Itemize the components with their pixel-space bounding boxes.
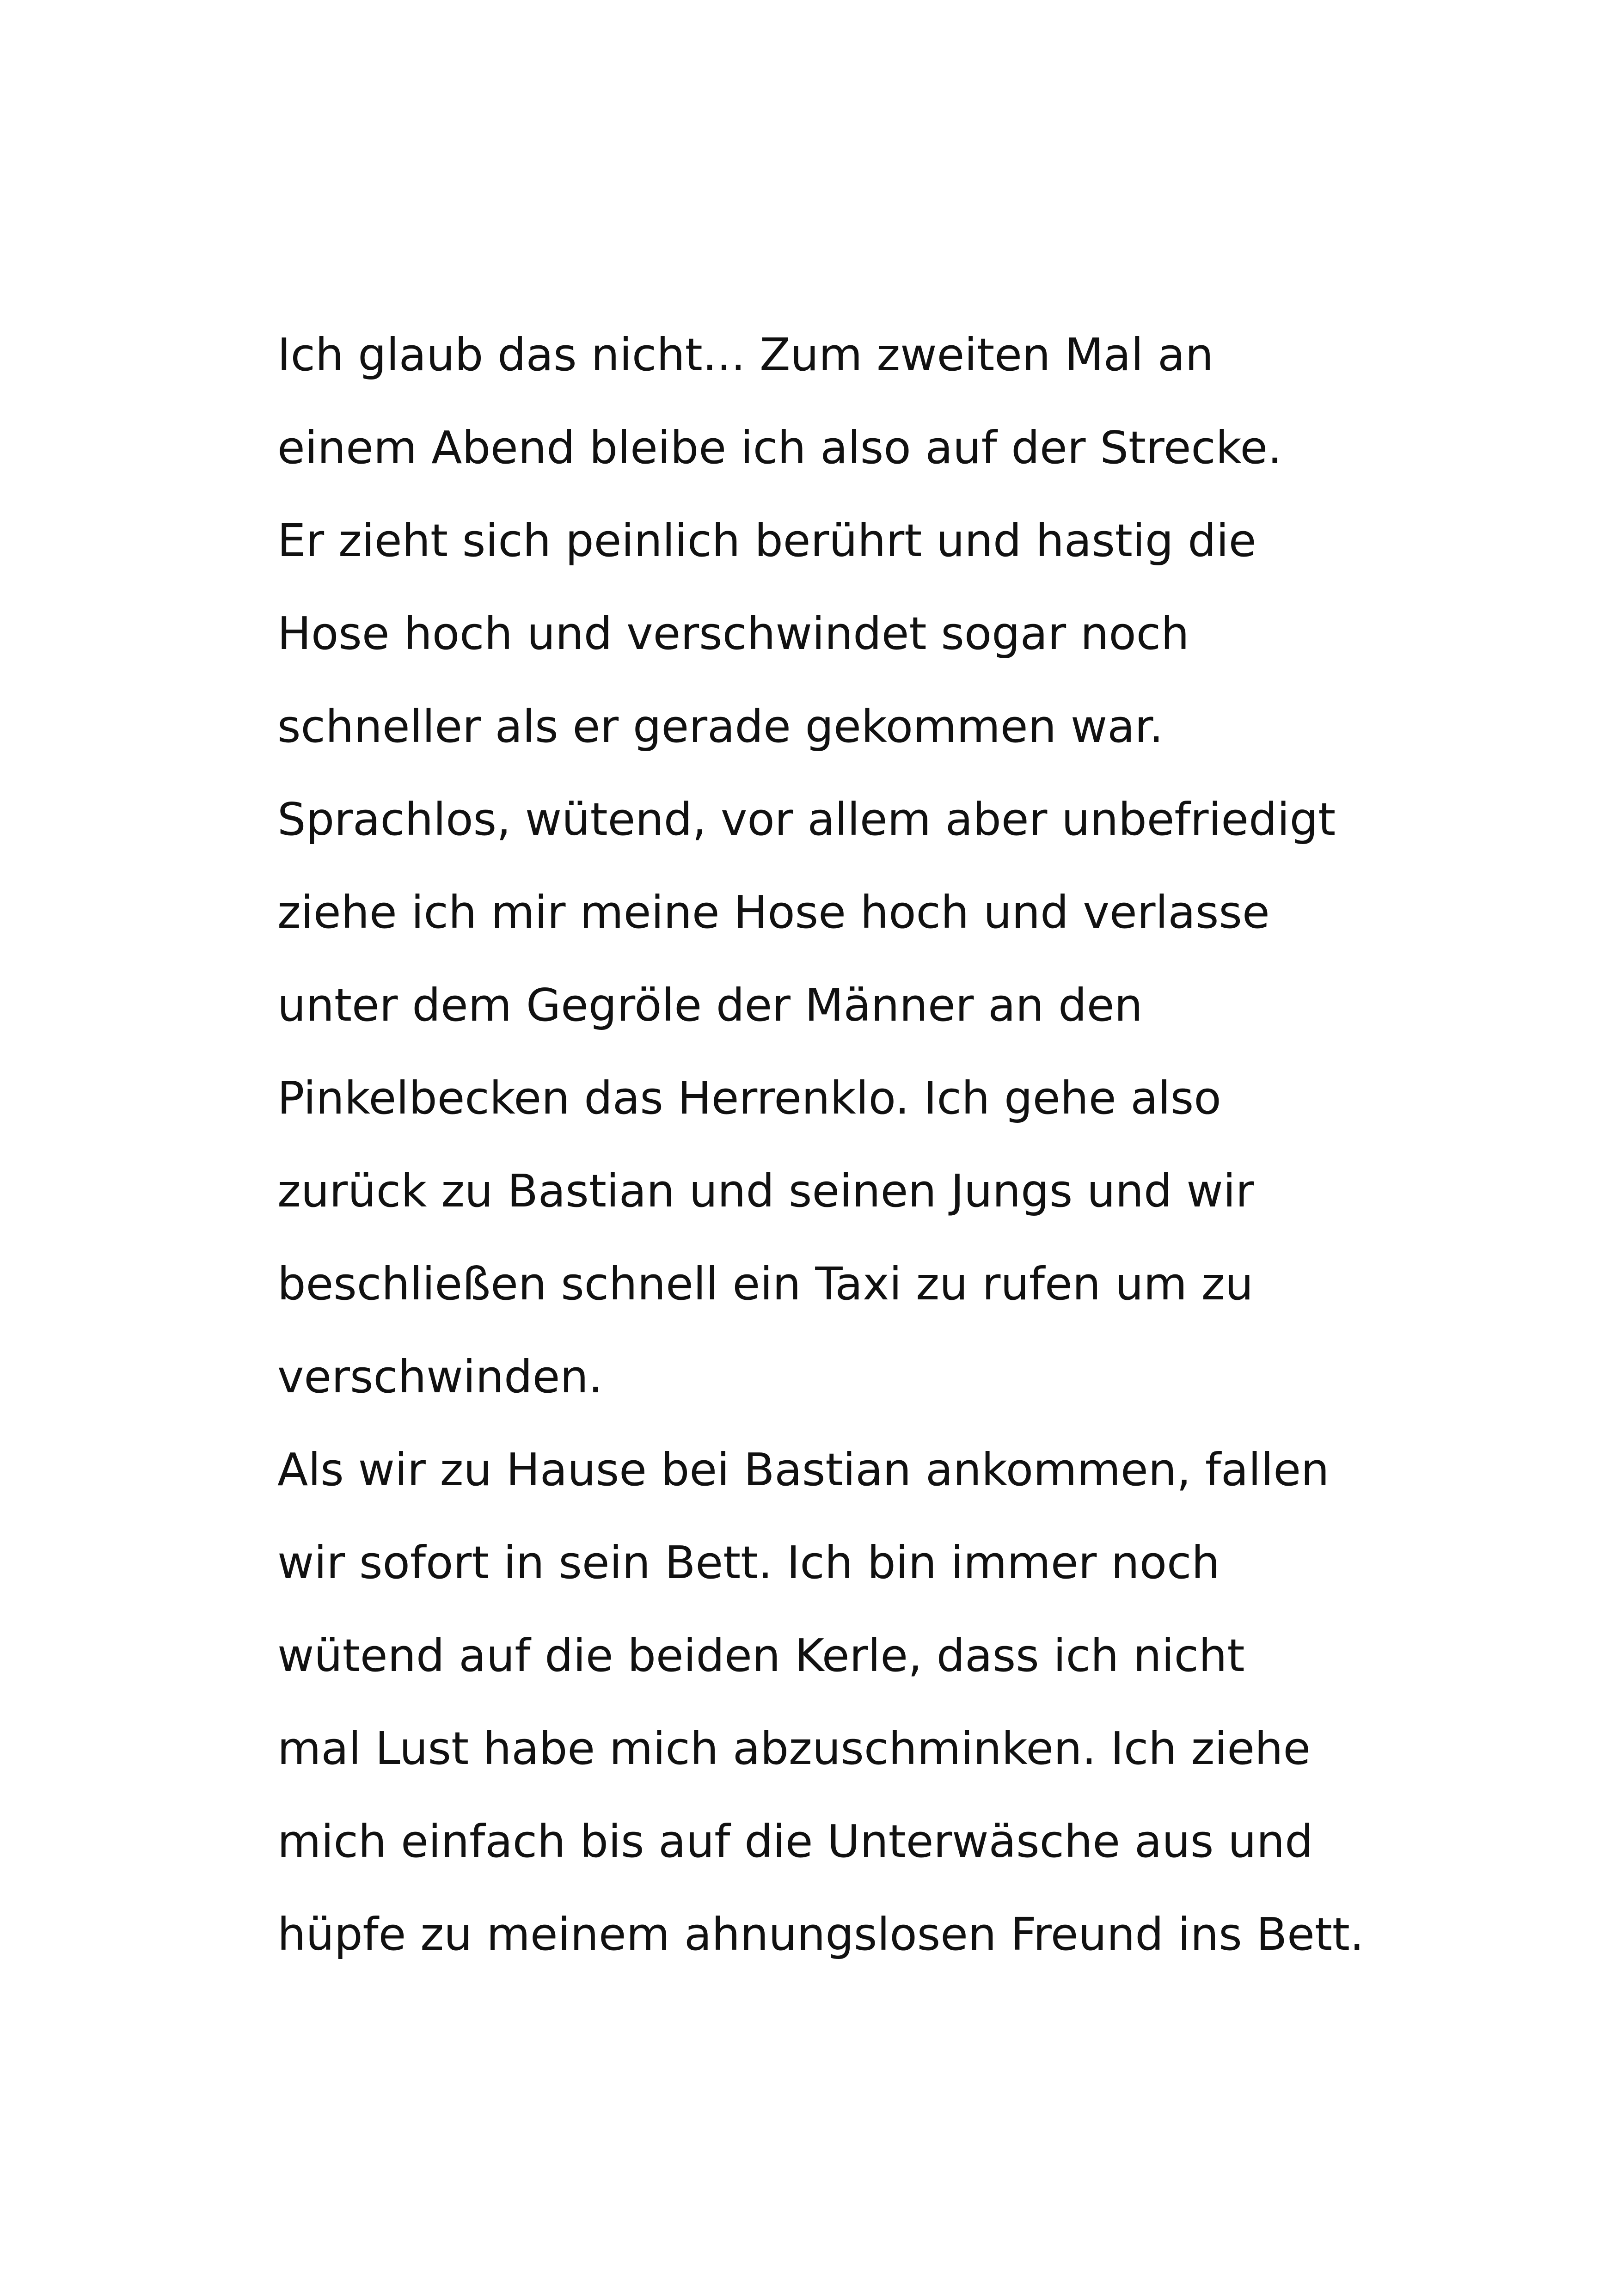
text-line: schneller als er gerade gekommen war.: [277, 700, 1164, 753]
text-line: Ich glaub das nicht... Zum zweiten Mal an: [277, 329, 1214, 381]
text-line: Pinkelbecken das Herrenklo. Ich gehe also: [277, 1072, 1221, 1124]
text-line: mal Lust habe mich abzuschminken. Ich ziehe: [277, 1722, 1311, 1775]
text-line: hüpfe zu meinem ahnungslosen Freund ins Bett.: [277, 1908, 1364, 1960]
text-line: Er zieht sich peinlich berührt und hastig die: [277, 514, 1256, 567]
text-line: unter dem Gegröle der Männer an den: [277, 979, 1143, 1031]
text-line: beschließen schnell ein Taxi zu rufen um zu: [277, 1258, 1254, 1310]
text-line: Hose hoch und verschwindet sogar noch: [277, 607, 1189, 660]
text-line: verschwinden.: [277, 1351, 603, 1403]
text-line: ziehe ich mir meine Hose hoch und verlasse: [277, 886, 1270, 938]
text-line: einem Abend bleibe ich also auf der Strecke.: [277, 422, 1282, 474]
text-line: wir sofort in sein Bett. Ich bin immer noch: [277, 1537, 1220, 1589]
text-line: Sprachlos, wütend, vor allem aber unbefriedigt: [277, 793, 1336, 845]
body-text: [277, 327, 1572, 2000]
text-line: mich einfach bis auf die Unterwäsche aus und: [277, 1815, 1313, 1867]
text-line: wütend auf die beiden Kerle, dass ich nicht: [277, 1629, 1245, 1682]
text-line: Als wir zu Hause bei Bastian ankommen, fallen: [277, 1444, 1330, 1496]
text-line: zurück zu Bastian und seinen Jungs und wir: [277, 1165, 1254, 1217]
